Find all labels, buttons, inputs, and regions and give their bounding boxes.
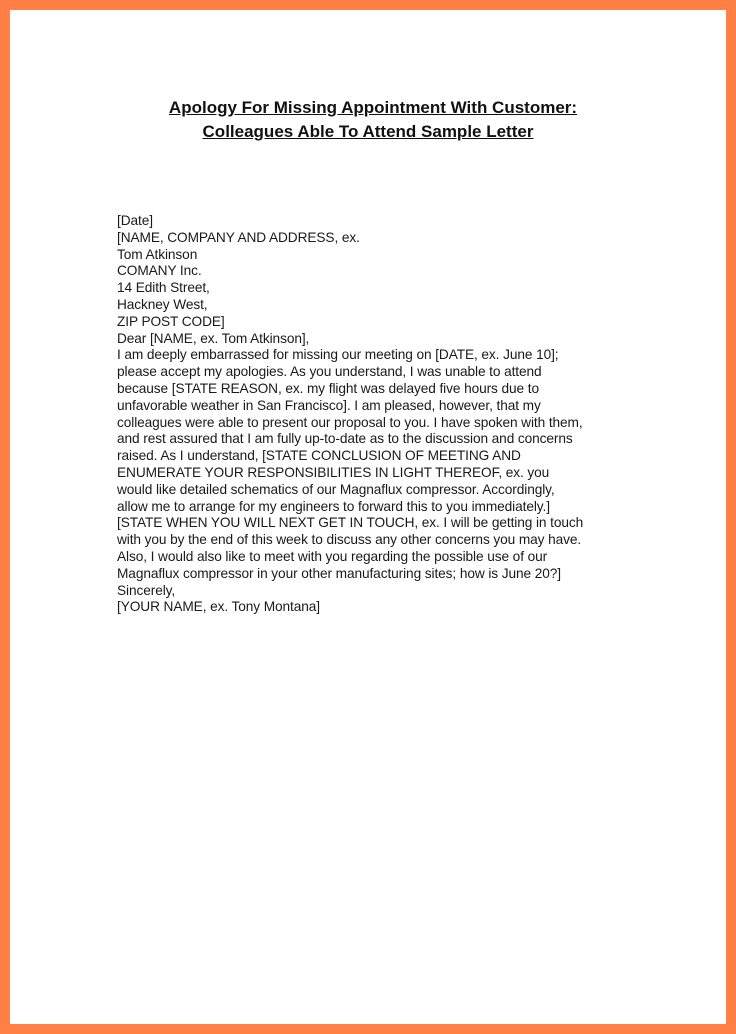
- signature: [YOUR NAME, ex. Tony Montana]: [117, 599, 320, 615]
- letter-date: [Date]: [117, 213, 153, 228]
- title-line-2: Colleagues Able To Attend Sample Letter: [202, 122, 534, 141]
- title-line-1: Apology For Missing Appointment With Customer:: [168, 98, 578, 117]
- body-paragraph-1: I am deeply embarrassed for missing our meeting on [DATE, ex. June 10]; please accept my apologies. As you understand, I was unable to attend because [STATE REASON, ex. my flight was delayed five hours due to unfavorable weather in San Francisco]. I am pleased, however, that my colleagues were able to present our proposal to you. I have spoken with them, and rest assured that I am fully up-to-date as to the discussion and concerns raised. As I understand, [STATE CONCLUSION OF MEETING AND ENUMERATE YOUR RESPONSIBILITIES IN LIGHT THEREOF, ex. you would like detailed schematics of our Magnaflux compressor. Accordingly, allow me to arrange for my engineers to forward this to you immediately.]: [117, 347, 583, 514]
- closing: Sincerely,: [117, 582, 176, 598]
- letter-title: [10, 96, 726, 144]
- recipient-address: [NAME, COMPANY AND ADDRESS, ex. Tom Atkinson COMANY Inc. 14 Edith Street, Hackney West, ZIP POST CODE]: [117, 229, 360, 329]
- salutation: Dear [NAME, ex. Tom Atkinson],: [117, 330, 310, 346]
- body-paragraph-2: [STATE WHEN YOU WILL NEXT GET IN TOUCH, ex. I will be getting in touch with you by the end of this week to discuss any other concerns you may have. Also, I would also like to meet with you regarding the possible use of our Magnaflux compressor in your other manufacturing sites; how is June 20?]: [117, 515, 584, 581]
- letter-body: [117, 213, 637, 616]
